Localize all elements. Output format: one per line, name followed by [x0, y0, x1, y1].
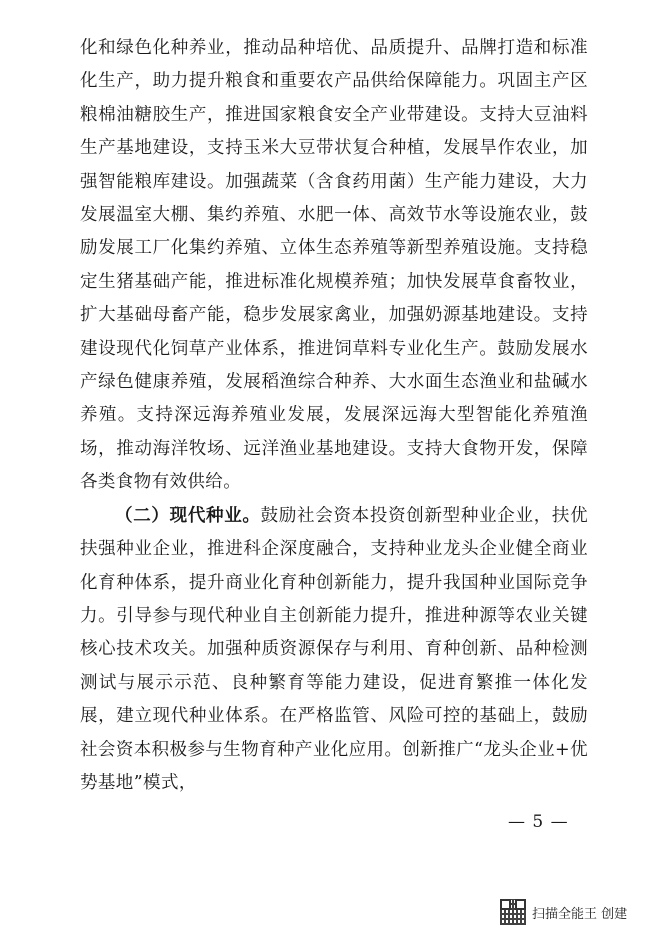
document-body — [80, 32, 588, 800]
section-heading-modern-seed-industry: （二）现代种业。 — [115, 505, 261, 526]
scanner-label: 扫描全能王 创建 — [532, 906, 628, 922]
paragraph-1: 化和绿色化种养业，推动品种培优、品质提升、品牌打造和标准化生产，助力提升粮食和重要农产品供给保障能力。巩固主产区粮棉油糖胶生产，推进国家粮食安全产业带建设。支持大豆油料生产基地建设，支持玉米大豆带状复合种植，发展旱作农业，加强智能粮库建设。加强蔬菜（含食药用菌）生产能力建设，大力发展温室大棚、集约养殖、水肥一体、高效节水等设施农业，鼓励发展工厂化集约养殖、立体生态养殖等新型养殖设施。支持稳定生猪基础产能，推进标准化规模养殖；加快发展草食畜牧业，扩大基础母畜产能，稳步发展家禽业，加强奶源基地建设。支持建设现代化饲草产业体系，推进饲草料专业化生产。鼓励发展水产绿色健康养殖，发展稻渔综合种养、大水面生态渔业和盐碱水养殖。支持深远海养殖业发展，发展深远海大型智能化养殖渔场，推动海洋牧场、远洋渔业基地建设。支持大食物开发，保障各类食物有效供给。 — [80, 38, 588, 493]
page-number: — 5 — — [508, 812, 569, 832]
section-body-modern-seed-industry: 鼓励社会资本投资创新型种业企业，扶优扶强种业企业，推进科企深度融合，支持种业龙头企业健全商业化育种体系，提升商业化育种创新能力，提升我国种业国际竞争力。引导参与现代种业自主创新能力提升，推进种源等农业关键核心技术攻关。加强种质资源保存与利用、育种创新、品种检测测试与展示示范、良种繁育等能力建设，促进育繁推一体化发展，建立现代种业体系。在严格监管、风险可控的基础上，鼓励社会资本积极参与生物育种产业化应用。创新推广“龙头企业+优势基地”模式， — [80, 505, 589, 793]
scanner-watermark — [500, 899, 627, 925]
paragraph-2 — [80, 500, 588, 801]
qr-code-icon — [500, 899, 526, 925]
